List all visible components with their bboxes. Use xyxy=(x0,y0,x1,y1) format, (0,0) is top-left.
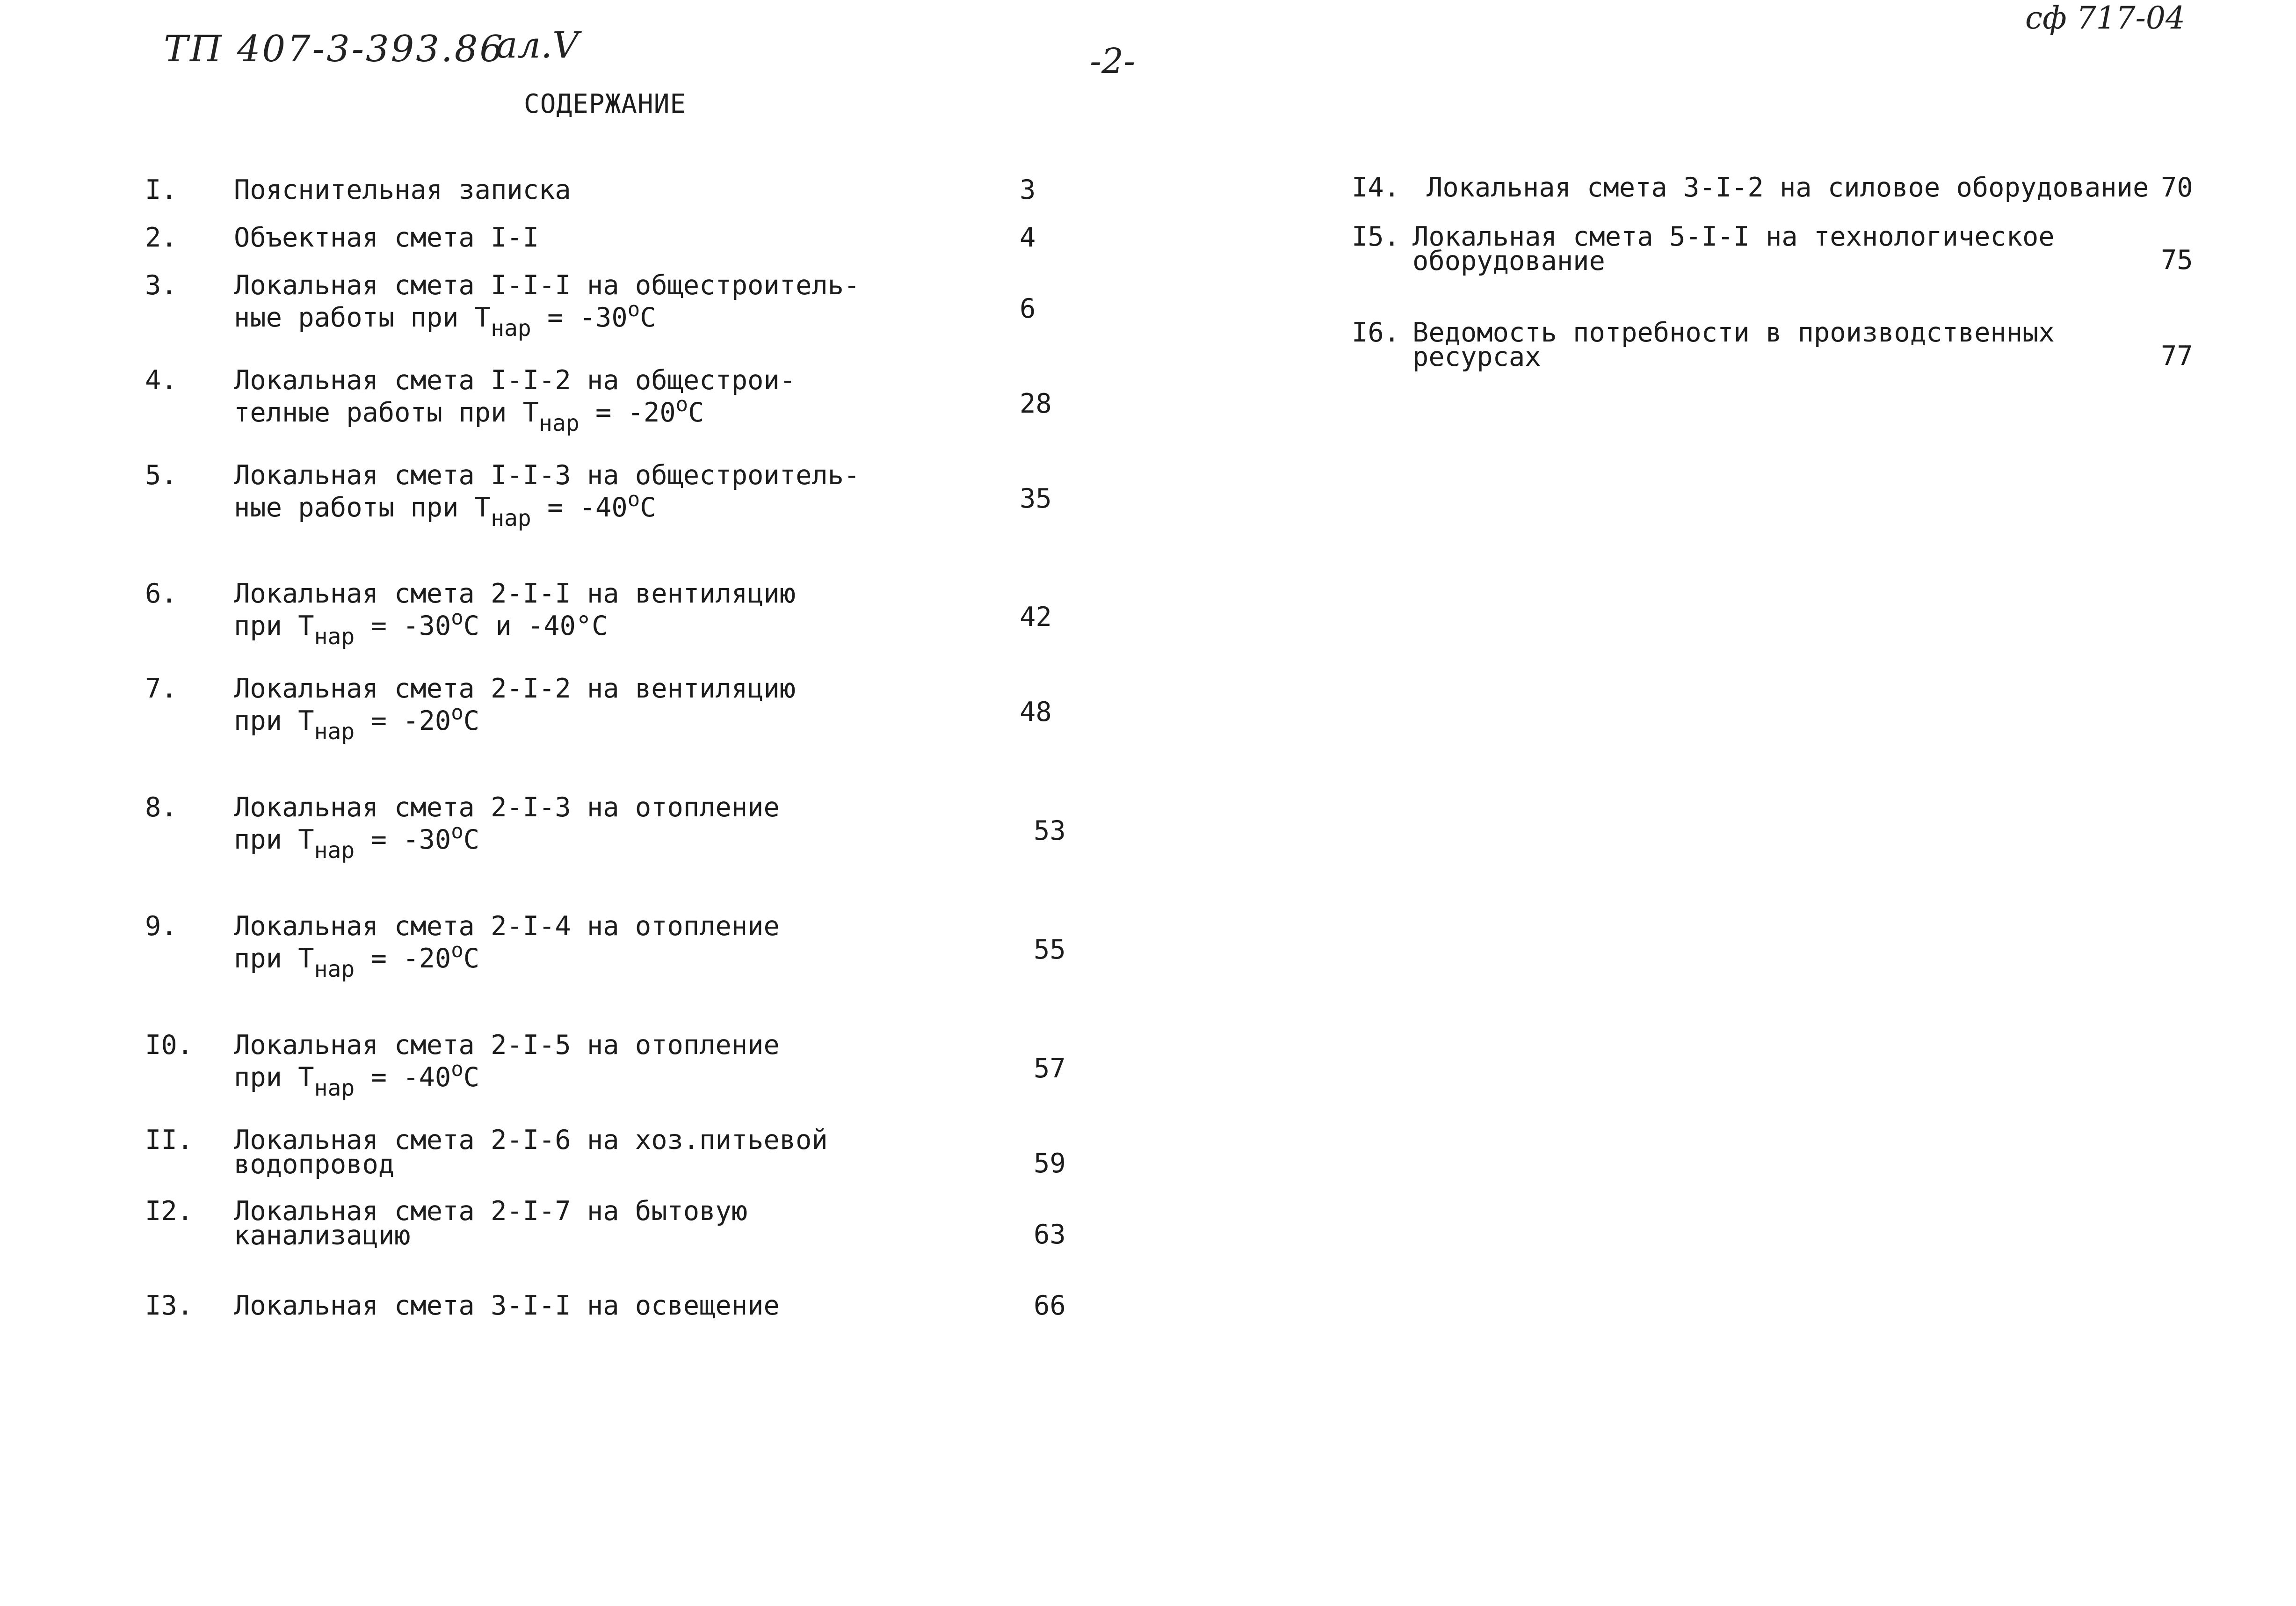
toc-entry-post: С xyxy=(463,824,480,855)
toc-entry-number: I4. xyxy=(1352,172,1400,203)
toc-entry-line xyxy=(234,1220,747,1251)
toc-entry-pre: при Т xyxy=(234,610,314,641)
toc-entry-number: I0. xyxy=(145,1030,193,1061)
toc-entry-sub: нар xyxy=(314,1075,355,1101)
toc-entry-pre: при Т xyxy=(234,705,314,736)
toc-entry-pre: Локальная смета 2-I-I на вентиляцию xyxy=(234,578,796,609)
toc-entry-line xyxy=(234,222,539,253)
toc-entry-post: С xyxy=(640,302,656,333)
toc-entry-number: 9. xyxy=(145,911,177,942)
toc-entry-number: I6. xyxy=(1352,317,1400,348)
toc-entry-mid: = -30 xyxy=(531,302,628,333)
toc-entry-pre: Локальная смета 2-I-6 на хоз.питьевой xyxy=(234,1125,828,1155)
toc-entry-title xyxy=(1427,172,2149,203)
toc-entry-line xyxy=(234,1057,780,1101)
toc-entry-line xyxy=(234,365,796,396)
toc-entry-pre: Локальная смета I-I-2 на общестрои- xyxy=(234,365,796,396)
toc-entry-pre: Локальная смета I-I-I на общестроитель- xyxy=(234,270,860,301)
toc-entry-sup: о xyxy=(627,298,640,321)
archive-number: сф 717-04 xyxy=(2025,0,2185,36)
toc-entry-page: 6 xyxy=(1020,293,1036,324)
toc-entry-title xyxy=(234,222,539,253)
toc-entry-pre: Ведомость потребности в производственных xyxy=(1412,317,2055,348)
toc-entry-sub: нар xyxy=(314,624,355,650)
toc-entry-line xyxy=(1427,172,2149,203)
toc-entry-number: 6. xyxy=(145,578,177,609)
toc-entry-page: 28 xyxy=(1020,388,1052,419)
toc-entry-page: 3 xyxy=(1020,174,1036,205)
toc-entry-pre: при Т xyxy=(234,943,314,974)
toc-entry-mid: = -20 xyxy=(355,943,451,974)
toc-entry-title xyxy=(234,1290,780,1321)
toc-entry-title xyxy=(234,365,796,436)
toc-entry-line xyxy=(1412,246,2055,276)
toc-entry-line xyxy=(234,1149,828,1180)
toc-entry-pre: Объектная смета I-I xyxy=(234,222,539,253)
toc-entry-number: 8. xyxy=(145,792,177,823)
toc-entry-page: 55 xyxy=(1034,934,1066,965)
toc-entry-mid: = -30 xyxy=(355,610,451,641)
toc-entry-post: С xyxy=(640,492,656,523)
toc-title: СОДЕРЖАНИЕ xyxy=(524,89,687,119)
toc-entry-sub: нар xyxy=(314,956,355,982)
toc-entry-number: 2. xyxy=(145,222,177,253)
toc-entry-line xyxy=(234,606,796,650)
toc-entry-line xyxy=(234,270,860,301)
toc-entry-number: 3. xyxy=(145,270,177,301)
toc-entry-pre: Локальная смета 2-I-5 на отопление xyxy=(234,1030,780,1061)
toc-entry-pre: ресурсах xyxy=(1412,342,1541,372)
toc-entry-number: 7. xyxy=(145,673,177,704)
toc-entry-line xyxy=(234,701,796,745)
toc-entry-number: 4. xyxy=(145,365,177,396)
toc-entry-title xyxy=(234,792,780,864)
toc-entry-sup: о xyxy=(451,606,464,630)
toc-entry-post: С xyxy=(463,943,480,974)
toc-entry-page: 4 xyxy=(1020,222,1036,253)
toc-entry-line xyxy=(234,487,860,531)
toc-entry-pre: при Т xyxy=(234,1062,314,1093)
toc-entry-number: 5. xyxy=(145,460,177,491)
toc-entry-line xyxy=(234,1030,780,1061)
toc-entry-pre: Локальная смета 5-I-I на технологическое xyxy=(1412,221,2055,252)
toc-entry-line xyxy=(234,820,780,864)
toc-entry-number: I. xyxy=(145,174,177,205)
toc-entry-sup: о xyxy=(451,820,464,843)
toc-entry-post: С xyxy=(463,705,480,736)
toc-entry-pre: Локальная смета 3-I-2 на силовое оборудование xyxy=(1427,172,2149,203)
toc-entry-title xyxy=(234,1196,748,1251)
toc-entry-mid: = -40 xyxy=(531,492,628,523)
toc-entry-line xyxy=(234,460,860,491)
toc-entry-title xyxy=(234,460,860,531)
toc-entry-sup: о xyxy=(451,1057,464,1081)
toc-entry-title xyxy=(234,1125,828,1180)
toc-entry-sup: о xyxy=(627,487,640,511)
sheet-reference: ал.V xyxy=(496,24,579,66)
document-code: ТП 407-3-393.86 xyxy=(164,28,505,70)
toc-entry-page: 59 xyxy=(1034,1148,1066,1179)
toc-entry-line xyxy=(234,392,796,436)
toc-entry-line xyxy=(234,938,780,982)
toc-entry-line xyxy=(234,673,796,704)
toc-entry-title xyxy=(1412,221,2055,276)
toc-entry-post: С xyxy=(463,1062,480,1093)
toc-entry-page: 70 xyxy=(2161,172,2193,203)
toc-entry-pre: Локальная смета 2-I-2 на вентиляцию xyxy=(234,673,796,704)
toc-entry-pre: Локальная смета I-I-3 на общестроитель- xyxy=(234,460,860,491)
toc-entry-number: II. xyxy=(145,1125,193,1155)
toc-entry-sub: нар xyxy=(491,315,531,342)
toc-entry-number: I3. xyxy=(145,1290,193,1321)
toc-entry-title xyxy=(234,1030,780,1101)
toc-entry-mid: = -20 xyxy=(579,397,676,428)
toc-entry-pre: Пояснительная записка xyxy=(234,174,571,205)
toc-entry-pre: канализацию xyxy=(234,1220,411,1251)
toc-entry-mid: = -20 xyxy=(355,705,451,736)
toc-entry-pre: Локальная смета 3-I-I на освещение xyxy=(234,1290,780,1321)
toc-entry-line xyxy=(234,174,571,205)
toc-entry-pre: водопровод xyxy=(234,1149,395,1180)
toc-entry-sub: нар xyxy=(314,837,355,864)
toc-entry-line xyxy=(234,298,860,342)
toc-entry-sup: о xyxy=(451,701,464,725)
toc-entry-page: 63 xyxy=(1034,1219,1066,1250)
toc-entry-sub: нар xyxy=(314,719,355,745)
toc-entry-number: I5. xyxy=(1352,221,1400,252)
toc-entry-page: 42 xyxy=(1020,602,1052,632)
toc-entry-pre: телные работы при Т xyxy=(234,397,539,428)
toc-entry-sup: о xyxy=(675,392,688,416)
toc-entry-title xyxy=(234,911,780,982)
toc-entry-pre: оборудование xyxy=(1412,246,1605,276)
toc-entry-page: 48 xyxy=(1020,697,1052,727)
toc-entry-title xyxy=(234,174,571,205)
page-number: -2- xyxy=(1090,41,1136,81)
toc-entry-pre: Локальная смета 2-I-7 на бытовую xyxy=(234,1196,748,1227)
toc-entry-pre: Локальная смета 2-I-4 на отопление xyxy=(234,911,780,942)
toc-entry-line xyxy=(234,1290,780,1321)
toc-entry-sub: нар xyxy=(539,410,579,436)
toc-entry-pre: Локальная смета 2-I-3 на отопление xyxy=(234,792,780,823)
toc-entry-pre: ные работы при Т xyxy=(234,492,491,523)
toc-entry-sup: о xyxy=(451,938,464,962)
toc-entry-number: I2. xyxy=(145,1196,193,1227)
toc-entry-post: С и -40°С xyxy=(463,610,608,641)
toc-entry-sub: нар xyxy=(491,505,531,531)
toc-entry-page: 75 xyxy=(2161,245,2193,276)
toc-entry-title xyxy=(234,673,796,745)
toc-entry-line xyxy=(1412,342,2055,372)
toc-entry-line xyxy=(234,911,780,942)
toc-entry-post: С xyxy=(688,397,704,428)
toc-entry-page: 77 xyxy=(2161,341,2193,371)
toc-entry-page: 53 xyxy=(1034,815,1066,846)
toc-entry-pre: ные работы при Т xyxy=(234,302,491,333)
toc-entry-mid: = -30 xyxy=(355,824,451,855)
toc-entry-mid: = -40 xyxy=(355,1062,451,1093)
toc-entry-line xyxy=(234,792,780,823)
toc-entry-page: 35 xyxy=(1020,483,1052,514)
toc-entry-page: 57 xyxy=(1034,1053,1066,1084)
toc-entry-page: 66 xyxy=(1034,1290,1066,1321)
toc-entry-title xyxy=(234,578,796,650)
toc-entry-title xyxy=(1412,317,2055,372)
toc-entry-title xyxy=(234,270,860,342)
toc-entry-pre: при Т xyxy=(234,824,314,855)
toc-entry-line xyxy=(234,578,796,609)
